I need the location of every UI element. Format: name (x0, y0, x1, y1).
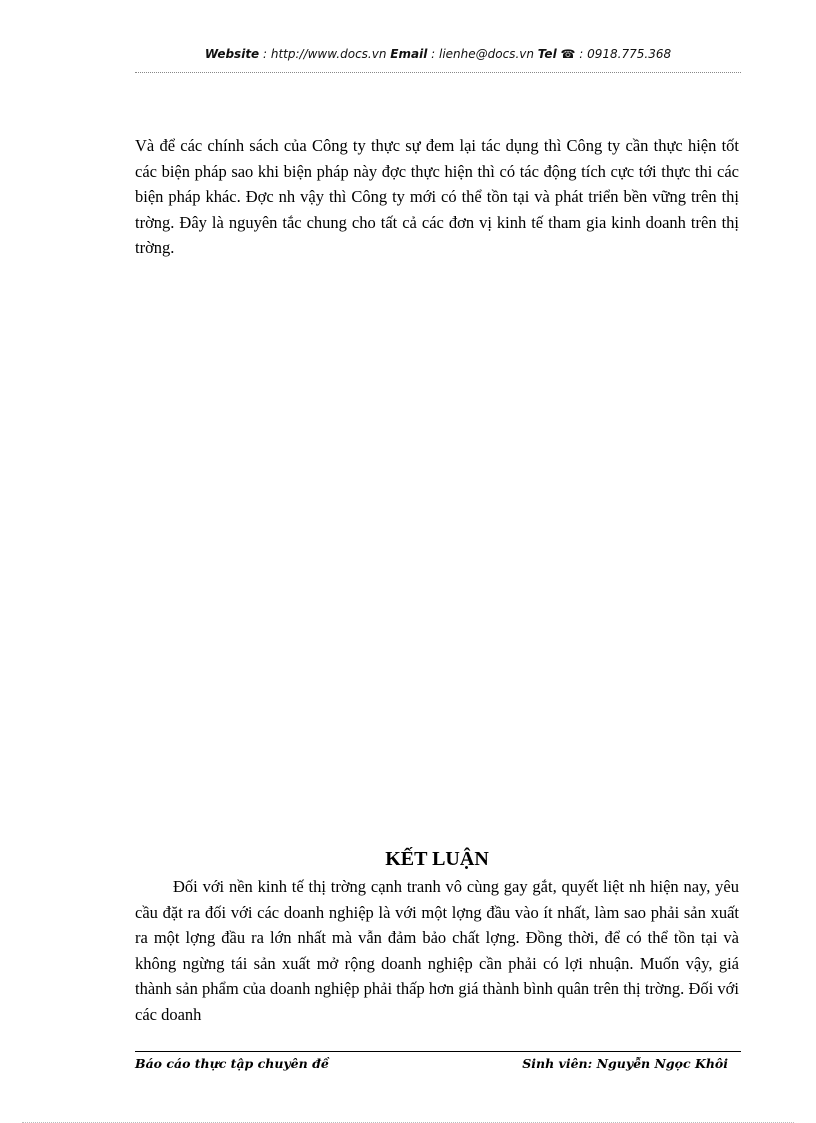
tel-number: 0918.775.368 (587, 47, 672, 61)
email-separator: : (427, 47, 439, 61)
website-url[interactable]: http://www.docs.vn (270, 47, 387, 61)
footer-divider (135, 1051, 741, 1052)
footer-student-name: Sinh viên: Nguyễn Ngọc Khôi (522, 1056, 728, 1071)
email-label: Email (390, 47, 428, 61)
phone-icon: ☎ (560, 47, 576, 61)
conclusion-paragraph: Đối với nền kinh tế thị trờng cạnh tranh vô cùng gay gắt, quyết liệt nh hiện nay, yêu cầu đặt ra đối với các doanh nghiệp là với một lợng đầu vào ít nhất, làm sao phải sản xuất ra một lợng đầu ra lớn nhất mà vẫn đảm bảo chất lợng. Đồng thời, để có thể tồn tại và không ngừng tái sản xuất mở rộng doanh nghiệp cần phải có lợi nhuận. Muốn vậy, giá thành sản phẩm của doanh nghiệp phải thấp hơn giá thành bình quân trên thị trờng. Đối với các doanh (135, 877, 739, 1024)
body-paragraph: Và để các chính sách của Công ty thực sự đem lại tác dụng thì Công ty cần thực hiện tốt các biện pháp sao khi biện pháp này đợc thực hiện thì có tác động tích cực tới thực thi các biện pháp khác. Đợc nh vậy thì Công ty mới có thể tồn tại và phát triển bền vững trên thị trờng. Đây là nguyên tắc chung cho tất cả các đơn vị kinh tế tham gia kinh doanh trên thị trờng. (135, 136, 739, 257)
conclusion-title: KẾT LUẬN (385, 848, 489, 870)
footer-report-title: Báo cáo thực tập chuyên đề (135, 1056, 329, 1071)
page-header (135, 47, 741, 67)
email-address[interactable]: lienhe@docs.vn (438, 47, 534, 61)
tel-label: Tel (537, 47, 557, 61)
tel-separator: : (575, 47, 588, 61)
website-label: Website (204, 47, 260, 61)
website-separator: : (259, 47, 271, 61)
header-divider (135, 72, 741, 73)
